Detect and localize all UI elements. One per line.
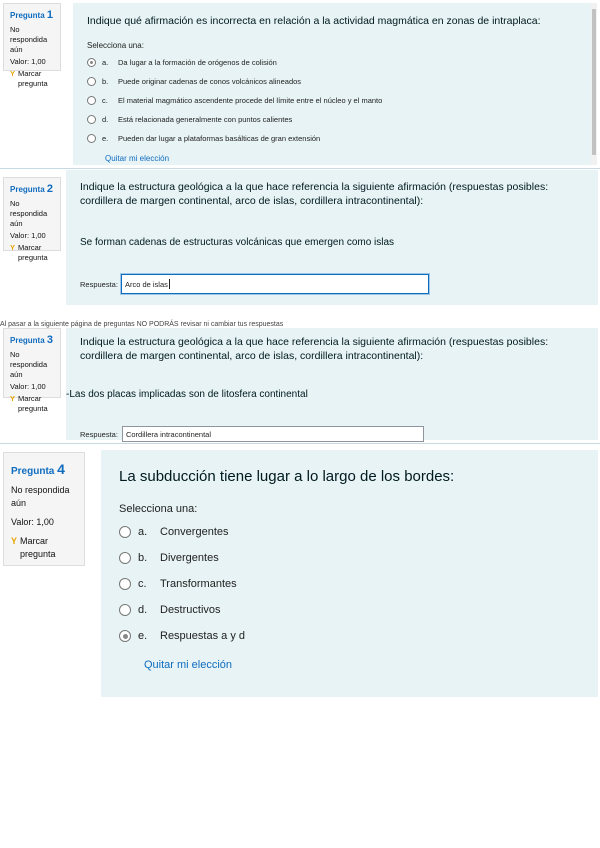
option-text: Divergentes <box>160 552 219 564</box>
q1-info-panel <box>3 3 61 89</box>
q1-label: Pregunta <box>10 11 45 20</box>
q1-grade: Valor: 1,00 <box>10 57 46 67</box>
option-letter: a. <box>102 58 109 67</box>
q2-flag-button[interactable] <box>10 243 54 263</box>
q1-option-d[interactable] <box>87 110 577 129</box>
q2-state: No respondida aún <box>10 198 48 229</box>
text-cursor <box>169 279 170 289</box>
q4-option-e[interactable] <box>119 623 580 649</box>
section-divider <box>0 168 600 169</box>
option-letter: d. <box>102 115 109 124</box>
q3-answer-label: Respuesta: <box>80 429 118 439</box>
q3-info-panel <box>3 328 61 414</box>
option-text: Pueden dar lugar a plataformas basálticas de gran extensión <box>118 134 321 143</box>
q2-answer-input[interactable] <box>121 274 429 294</box>
q4-label: Pregunta <box>11 466 55 477</box>
q2-statement: Se forman cadenas de estructuras volcánicas que emergen como islas <box>80 237 395 249</box>
q4-info-panel <box>3 452 85 566</box>
option-text: Puede originar cadenas de conos volcánicos alineados <box>118 77 302 86</box>
flag-icon: Y <box>11 535 18 546</box>
radio-icon[interactable] <box>87 96 96 105</box>
q2-info-panel <box>3 177 61 263</box>
option-letter: d. <box>138 604 148 616</box>
option-text: Da lugar a la formación de orógenos de colisión <box>118 58 277 67</box>
q1-scroll-thumb[interactable] <box>592 9 596 155</box>
option-text: Respuestas a y d <box>160 630 245 642</box>
option-text: El material magmático ascendente procede del límite entre el núcleo y el manto <box>118 96 383 105</box>
q4-option-d[interactable] <box>119 597 580 623</box>
option-letter: c. <box>102 96 108 105</box>
q2-number <box>10 182 54 197</box>
q3-number <box>10 333 54 348</box>
q1-flag-label: Marcar pregunta <box>18 69 48 89</box>
q1-num: 1 <box>46 9 54 21</box>
option-letter: b. <box>102 77 109 86</box>
q3-num: 3 <box>46 334 54 346</box>
option-letter: a. <box>138 526 148 538</box>
q1-clear-choice[interactable]: Quitar mi elección <box>105 154 170 163</box>
radio-icon[interactable] <box>119 578 131 590</box>
section-divider <box>0 443 600 444</box>
q2-flag-label: Marcar pregunta <box>18 243 48 263</box>
navigation-warning: Al pasar a la siguiente página de preguntas NO PODRÁS revisar ni cambiar tus respuestas <box>0 321 284 328</box>
q1-option-c[interactable] <box>87 91 577 110</box>
radio-icon[interactable] <box>119 604 131 616</box>
q1-option-b[interactable] <box>87 72 577 91</box>
option-text: Destructivos <box>160 604 221 616</box>
q4-option-c[interactable] <box>119 571 580 597</box>
option-letter: b. <box>138 552 148 564</box>
q1-state: No respondida aún <box>10 24 48 55</box>
radio-icon[interactable] <box>87 77 96 86</box>
flag-icon: Y <box>10 69 16 79</box>
option-letter: c. <box>138 578 147 590</box>
q4-num: 4 <box>57 461 65 477</box>
q3-text: Indique la estructura geológica a la que hace referencia la siguiente afirmación (respuestas posibles: cordillera de margen continental, arco de islas, cordillera intracontinental): <box>80 336 549 362</box>
q2-answer-row <box>80 274 429 294</box>
q4-options <box>119 519 580 649</box>
q4-flag-button[interactable] <box>11 535 77 561</box>
q4-option-a[interactable] <box>119 519 580 545</box>
q1-scrollbar[interactable] <box>591 3 597 165</box>
option-text: Convergentes <box>160 526 229 538</box>
q1-text: Indique qué afirmación es incorrecta en relación a la actividad magmática en zonas de intraplaca: <box>87 15 541 27</box>
q3-grade: Valor: 1,00 <box>10 382 46 392</box>
q4-prompt: Selecciona una: <box>119 503 198 515</box>
q3-flag-button[interactable] <box>10 394 54 414</box>
q3-statement: -Las dos placas implicadas son de litosfera continental <box>66 389 308 401</box>
q1-options <box>87 53 577 148</box>
q4-clear-choice[interactable]: Quitar mi elección <box>144 659 233 671</box>
radio-icon[interactable] <box>119 552 131 564</box>
q4-state: No respondida aún <box>11 484 70 508</box>
q3-answer-value: Cordillera intracontinental <box>125 429 211 439</box>
q1-prompt: Selecciona una: <box>87 41 144 50</box>
q2-answer-value: Arco de islas <box>124 279 168 289</box>
q1-option-a[interactable] <box>87 53 577 72</box>
q4-grade: Valor: 1,00 <box>11 516 54 527</box>
option-letter: e. <box>138 630 148 642</box>
q3-label: Pregunta <box>10 336 45 345</box>
q3-flag-label: Marcar pregunta <box>18 394 48 414</box>
q1-option-e[interactable] <box>87 129 577 148</box>
option-text: Está relacionada generalmente con puntos calientes <box>118 115 293 124</box>
flag-icon: Y <box>10 243 16 253</box>
q2-num: 2 <box>46 183 54 195</box>
option-letter: e. <box>102 134 109 143</box>
radio-checked-icon[interactable] <box>87 58 96 67</box>
q4-flag-label: Marcar pregunta <box>20 535 56 559</box>
q4-text: La subducción tiene lugar a lo largo de los bordes: <box>119 468 455 485</box>
q4-content <box>101 450 598 697</box>
q4-option-b[interactable] <box>119 545 580 571</box>
option-text: Transformantes <box>160 578 237 590</box>
q2-answer-label: Respuesta: <box>80 279 118 289</box>
q3-answer-input[interactable] <box>122 426 424 442</box>
q3-content <box>66 328 598 440</box>
q2-text: Indique la estructura geológica a la que hace referencia la siguiente afirmación (respuestas posibles: cordillera de margen continental, arco de islas, cordillera intracontinental): <box>80 181 549 207</box>
q1-content <box>73 3 591 165</box>
radio-icon[interactable] <box>87 134 96 143</box>
q1-flag-button[interactable] <box>10 69 54 89</box>
radio-icon[interactable] <box>119 526 131 538</box>
q3-state: No respondida aún <box>10 349 48 380</box>
q3-answer-row <box>80 426 424 442</box>
q2-grade: Valor: 1,00 <box>10 231 46 241</box>
q2-label: Pregunta <box>10 185 45 194</box>
flag-icon: Y <box>10 394 16 404</box>
radio-checked-icon[interactable] <box>119 630 131 642</box>
q4-number <box>11 459 77 480</box>
q1-number <box>10 8 54 23</box>
radio-icon[interactable] <box>87 115 96 124</box>
